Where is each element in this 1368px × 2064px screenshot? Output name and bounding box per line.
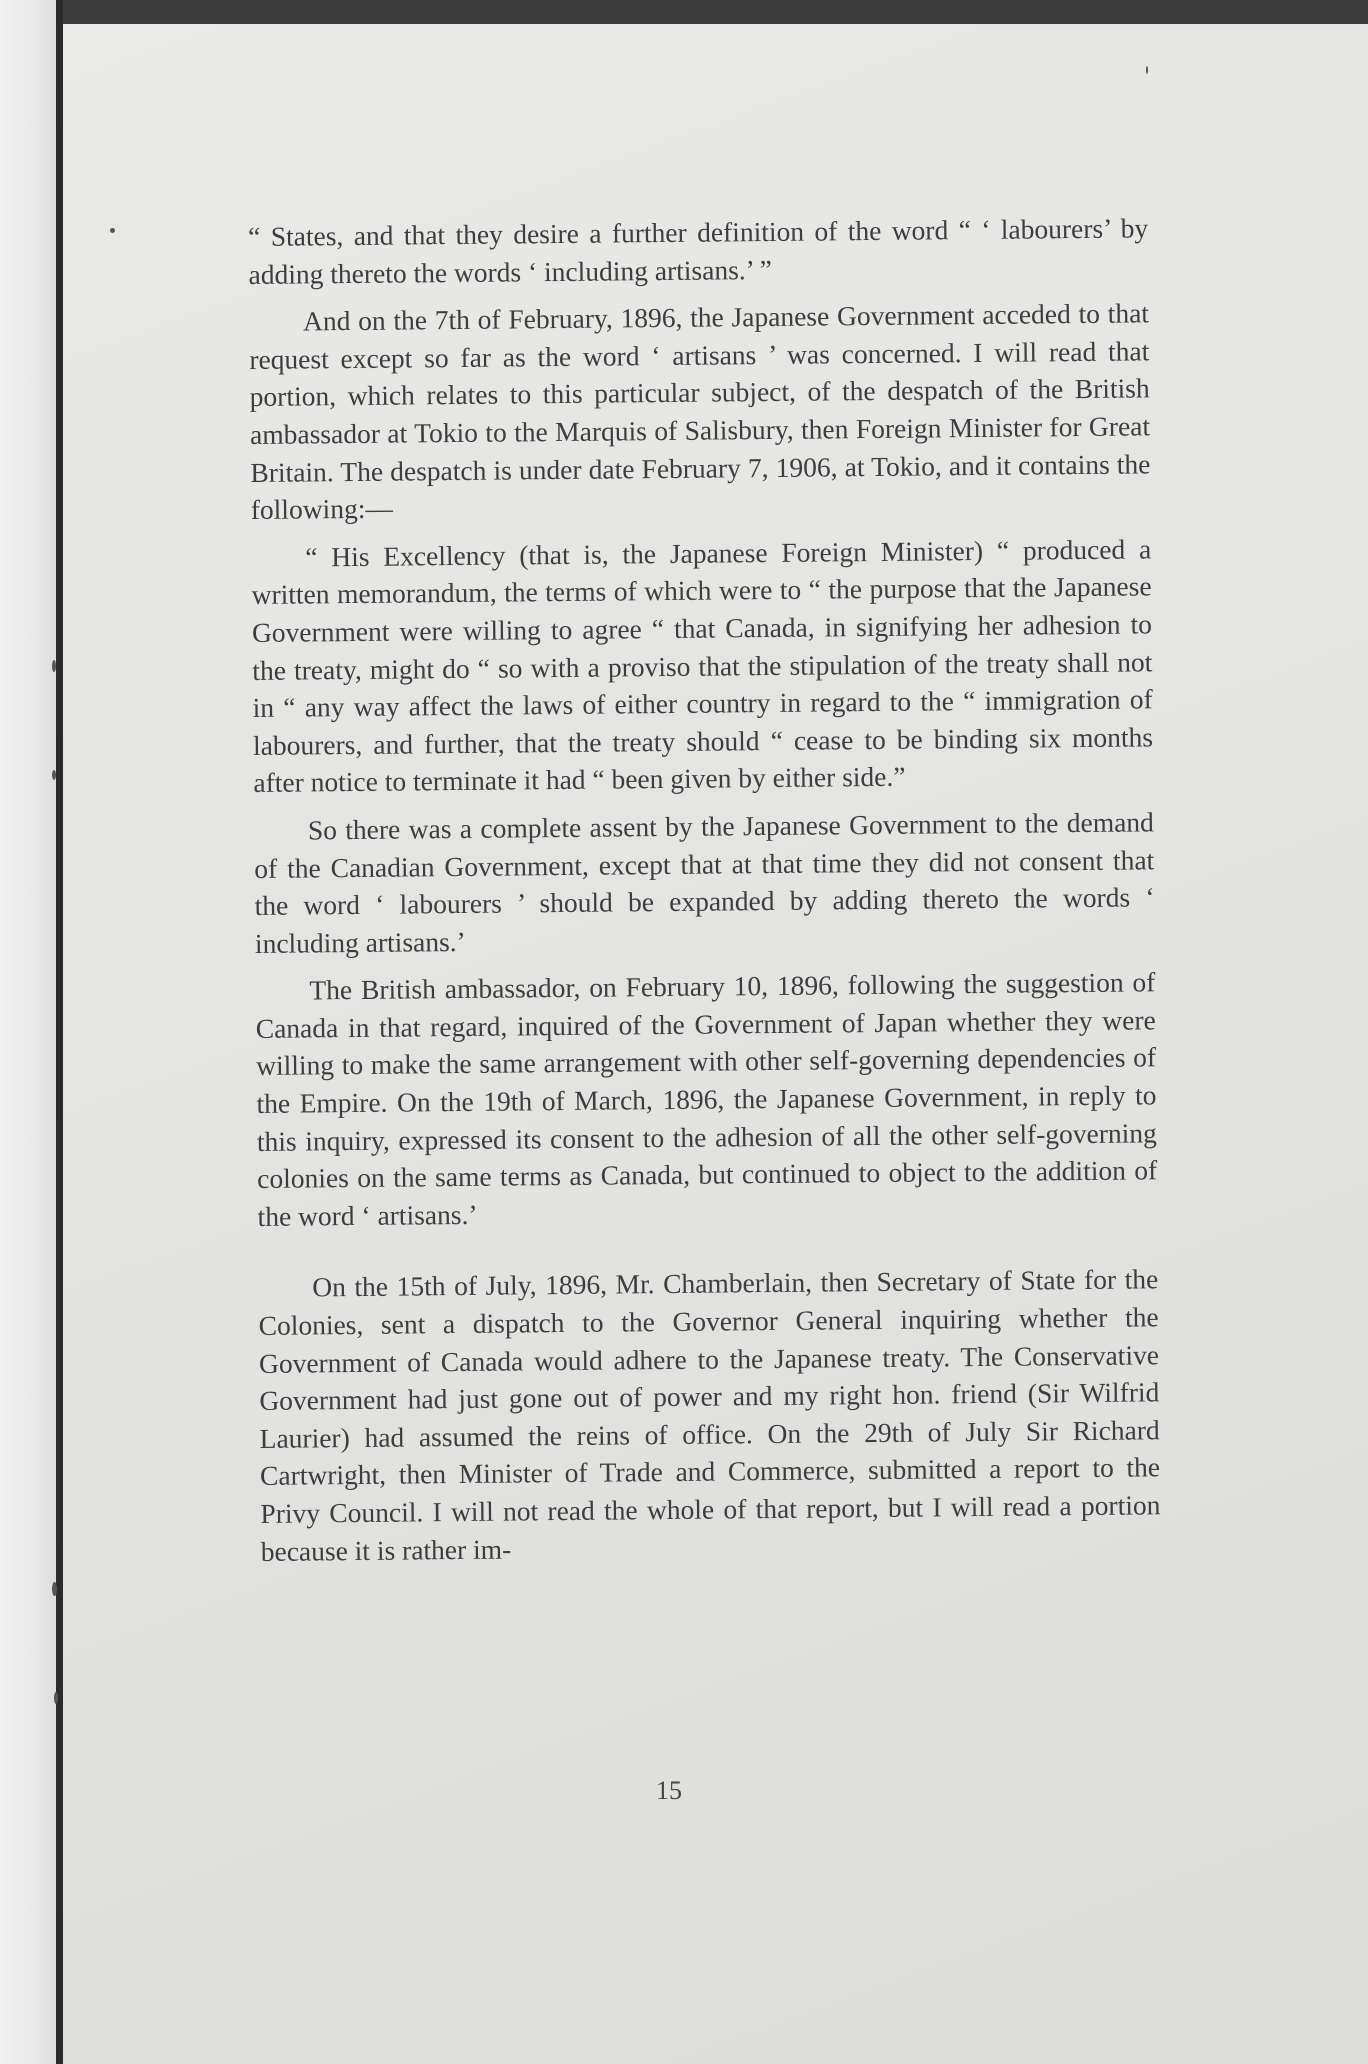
paragraph-quote-continuation: “ States, and that they desire a further definition of the word “ ‘ labourers’ by adding thereto the words ‘ including artisans.’ ” [248,212,1149,290]
paragraph-chamberlain-dispatch: On the 15th of July, 1896, Mr. Chamberlain, then Secretary of State for the Colonies, sent a dispatch to the Governor General inquiring whether the Government of Canada would adhere to the Japanese treaty. The Conservative Government had just gone out of power and my right hon. friend (Sir Wilfrid Laurier) had assumed the reins of office. On the 29th of July Sir Richard Cartwright, then Minister of Trade and Commerce, submitted a report to the Privy Council. I will not read the whole of that report, but I will read a portion because it is rather im- [258,1263,1161,1567]
binding-shadow [56,0,63,2064]
page-body-text [248,209,1161,1580]
top-scan-shadow [63,0,1368,24]
paragraph-complete-assent: So there was a complete assent by the Japanese Government to the demand of the Canadian Government, except that at that time they did not consent that the word ‘ labourers ’ should be expanded by adding thereto the words ‘ including artisans.’ [254,806,1155,959]
paragraph-february-7th: And on the 7th of February, 1896, the Japanese Government acceded to that request except so far as the word ‘ artisans ’ was concerned. I will read that portion, which relates to this particular subject, of the despatch of the British ambassador at Tokio to the Marquis of Salisbury, then Foreign Minister for Great Britain. The despatch is under date February 7, 1906, at Tokio, and it contains the following:— [249,297,1151,526]
ink-speck [1146,66,1148,74]
ink-speck [52,660,56,672]
page-number: 15 [656,1776,682,1805]
paragraph-british-ambassador: The British ambassador, on February 10, 1896, following the suggestion of Canada in that regard, inquired of the Government of Japan whether they were willing to make the same arrangement with other self-governing dependencies of the Empire. On the 19th of March, 1896, the Japanese Government, in reply to this inquiry, expressed its consent to the adhesion of all the other self-governing colonies on the same terms as Canada, but continued to object to the addition of the word ‘ artisans.’ [255,966,1158,1232]
ink-speck [52,1582,57,1596]
paragraph-excellency-quote: “ His Excellency (that is, the Japanese Foreign Minister) “ produced a written memorandum, the terms of which were to “ the purpose that the Japanese Government were willing to agree “ that Canada, in signifying her adhesion to the treaty, might do “ so with a proviso that the stipulation of the treaty shall not in “ any way affect the laws of either country in regard to the “ immigration of labourers, and further, that the treaty should “ cease to be binding six months after notice to terminate it had “ been given by either side.” [251,533,1154,799]
ink-speck [52,770,56,780]
ink-speck [54,1692,58,1704]
ink-speck [110,228,115,233]
scan-margin [0,0,64,2064]
